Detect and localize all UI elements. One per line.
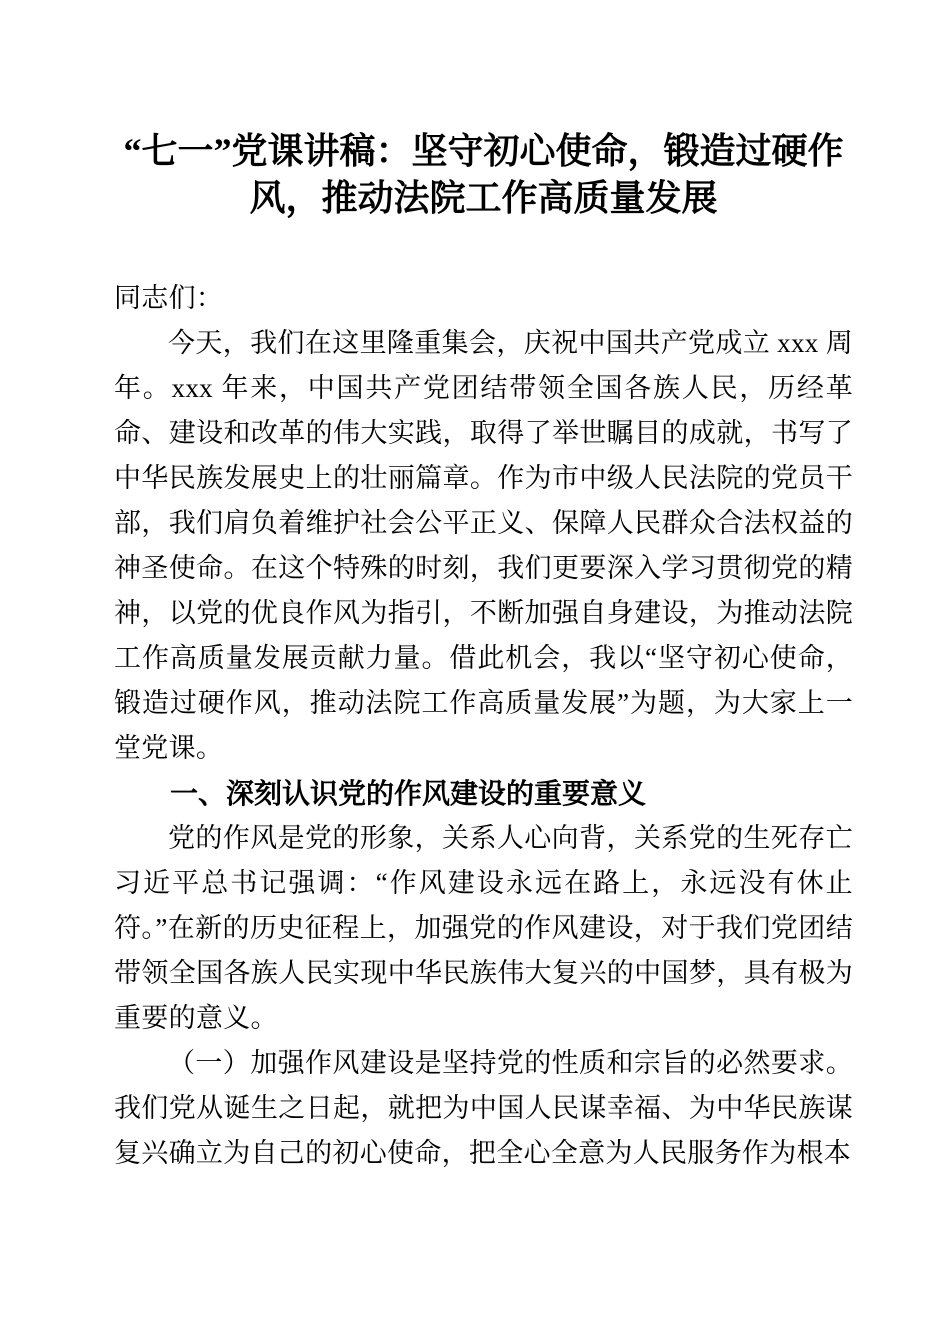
intro-paragraph: 今天，我们在这里隆重集会，庆祝中国共产党成立 xxx 周年。xxx 年来，中国共产党团结带领全国各族人民，历经革命、建设和改革的伟大实践，取得了举世瞩目的成就，书写了中华民族发展史上的壮丽篇章。作为市中级人民法院的党员干部，我们肩负着维护社会公平正义、保障人民群众合法权益的神圣使命。在这个特殊的时刻，我们更要深入学习贯彻党的精神，以党的优良作风为指引，不断加强自身建设，为推动法院工作高质量发展贡献力量。借此机会，我以“坚守初心使命，锻造过硬作风，推动法院工作高质量发展”为题，为大家上一堂党课。	[114, 328, 853, 763]
salutation-line: 同志们：	[114, 283, 224, 313]
section1-paragraph-2: （一）加强作风建设是坚持党的性质和宗旨的必然要求。我们党从诞生之日起，就把为中国人民谋幸福、为中华民族谋复兴确立为自己的初心使命，把全心全意为人民服务作为根本	[114, 1048, 853, 1168]
document-content	[0, 128, 950, 1176]
section-heading-1: 一、深刻认识党的作风建设的重要意义	[170, 778, 647, 809]
section1-paragraph-1: 党的作风是党的形象，关系人心向背，关系党的生死存亡习近平总书记强调：“作风建设永远在路上，永远没有休止符。”在新的历史征程上，加强党的作风建设，对于我们党团结带领全国各族人民实现中华民族伟大复兴的中国梦，具有极为重要的意义。	[114, 823, 853, 1033]
document-title: “七一”党课讲稿：坚守初心使命，锻造过硬作风，推动法院工作高质量发展	[123, 131, 844, 218]
